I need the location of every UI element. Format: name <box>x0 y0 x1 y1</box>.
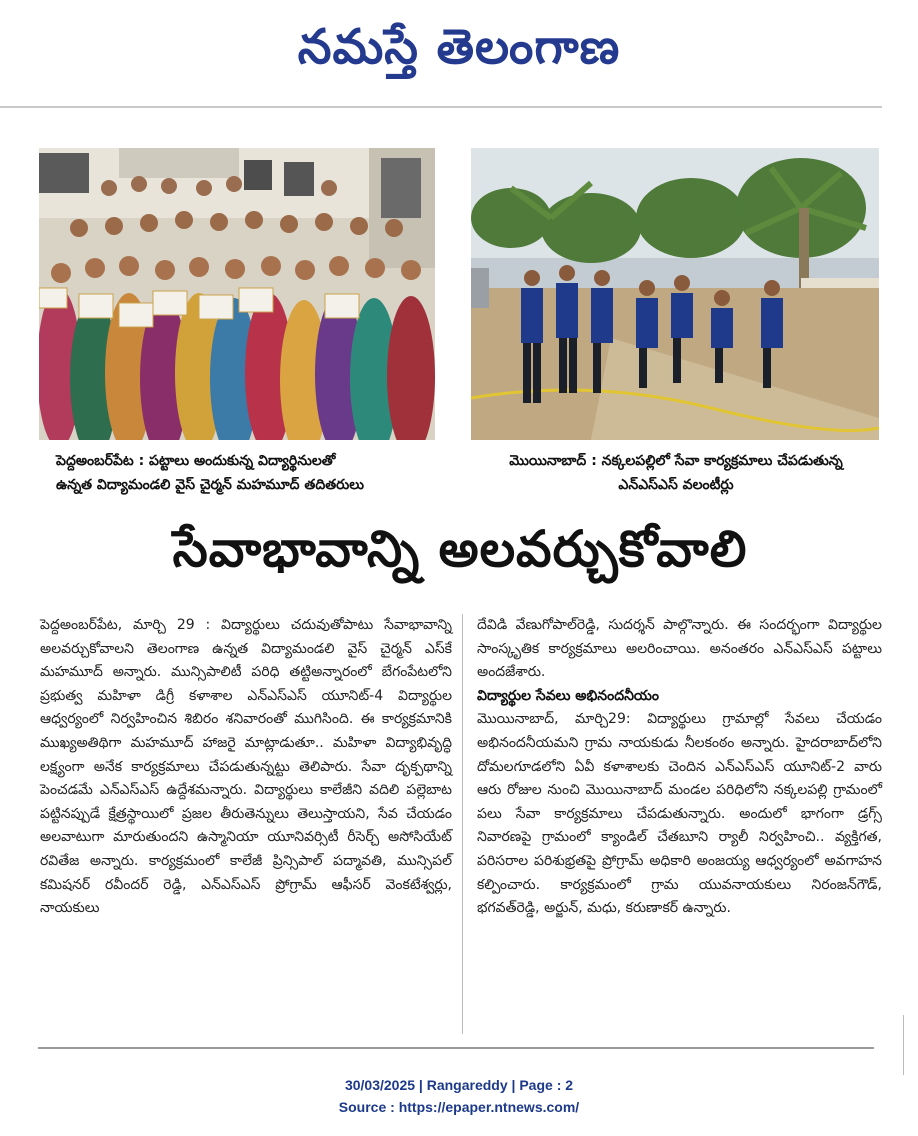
side-rule <box>903 1015 904 1075</box>
masthead <box>0 0 918 105</box>
article-right-column <box>477 614 882 921</box>
article-paragraph: దేవిడి వేణుగోపాల్‌రెడ్డి, సుదర్శన్‌ పాల్గొన్నారు. ఈ సందర్భంగా విద్యార్థుల సాంస్కృతిక కార్యక్రమాలు అలరించాయి. అనంతరం ఎన్‌ఎస్‌ఎస్‌ పట్టాలు అందజేశారు. <box>477 617 882 681</box>
article-paragraph: పెద్దఅంబర్‌పేట, మార్చి 29 : విద్యార్థులు చదువుతోపాటు సేవాభావాన్ని అలవర్చుకోవాలని తెలంగాణ ఉన్నత విద్యామండలి వైస్‌ చైర్మన్‌ ఎస్‌కే మహమూద్‌ అన్నారు. మున్సిపాలిటీ పరిధి తట్టిఅన్నారంలో బేగంపేటలోని ప్రభుత్వ మహిళా డిగ్రీ కళాశాల ఎన్‌ఎస్‌ఎస్‌ యూనిట్‌-4 విద్యార్థుల ఆధ్వర్యంలో నిర్వహించిన శిబిరం శనివారంతో ముగిసింది. ఈ కార్యక్రమానికి ముఖ్యఅతిథిగా మహమూద్‌ హాజరై మాట్లాడుతూ.. మహిళా విద్యాభివృద్ధి లక్ష్యంగా అనేక కార్యక్రమాలు చేపడుతున్నట్టు తెలిపారు. సేవా దృక్పథాన్ని పెంచడమే ఎన్‌ఎస్‌ఎస్‌ ఉద్దేశమన్నారు. విద్యార్థులు కాలేజీని వదిలి పల్లెబాట పట్టినప్పుడే క్షేత్రస్థాయిలో ప్రజల తీరుతెన్నులు తెలుస్తాయని, సేవ చేయడం అలవాటుగా మారుతుందని ఉస్మానియా యూనివర్సిటీ రీసెర్చ్‌ అసోసియేట్‌ రవితేజ అన్నారు. కార్యక్రమంలో కాలేజీ ప్రిన్సిపాల్‌ పద్మావతి, మున్సిపల్‌ కమిషనర్‌ రవీందర్‌ రెడ్డి, ఎన్‌ఎస్‌ఎస్‌ ప్రోగ్రామ్‌ ఆఫీసర్‌ వెంకటేశ్వర్లు, నాయకులు <box>40 617 452 917</box>
article-left-column <box>40 614 452 921</box>
article-bottom-rule <box>38 1047 874 1049</box>
students-group-photo <box>39 148 435 440</box>
caption-line: ఉన్నత విద్యామండలి వైస్‌ చైర్మన్‌ మహమూద్‌ తదితరులు <box>56 477 365 493</box>
article-paragraph: మొయినాబాద్‌, మార్చి29: విద్యార్థులు గ్రామాల్లో సేవలు చేయడం అభినందనీయమని గ్రామ నాయకుడు నీలకంఠం అన్నారు. హైదరాబాద్‌లోని దోమలగూడలోని ఏవీ కళాశాలకు చెందిన ఎన్‌ఎస్‌ఎస్‌ యూనిట్‌-2 వారు ఆరు రోజుల నుంచి మొయినాబాద్‌ మండల పరిధిలోని నక్కలపల్లి గ్రామంలో పలు సేవా కార్యక్రమాలు చేపడుతున్నారు. అందులో భాగంగా డ్రగ్స్‌ నివారణపై గ్రామంలో క్యాండిల్‌ చేతబూని ర్యాలీ నిర్వహించి.. వ్యక్తిగత, పరిసరాల పరిశుభ్రతపై ప్రోగ్రామ్‌ అధికారి అంజయ్య ఆధ్వర్యంలో అవగాహన కల్పించారు. కార్యక్రమంలో గ్రామ యువనాయకులు నిరంజన్‌గౌడ్‌, భగవత్‌రెడ్డి, అర్జున్‌, మధు, కరుణాకర్‌ ఉన్నారు. <box>477 711 882 917</box>
caption-line: మొయినాబాద్‌ : నక్కలపల్లిలో సేవా కార్యక్రమాలు చేపడుతున్న <box>509 453 843 469</box>
source-link[interactable]: Source : https://epaper.ntnews.com/ <box>338 1099 580 1115</box>
article-headline: సేవాభావాన్ని అలవర్చుకోవాలి <box>172 519 748 578</box>
article-subheading: విద్యార్థుల సేవలు అభినందనీయం <box>477 687 660 704</box>
caption-line: ఎన్‌ఎస్‌ఎస్‌ వలంటీర్లు <box>618 477 734 493</box>
caption-line: పెద్దఅంబర్‌పేట : పట్టాలు అందుకున్న విద్యార్థినులతో <box>56 453 336 469</box>
column-divider <box>462 614 463 1034</box>
volunteers-cleaning-photo <box>471 148 879 440</box>
edition-info: 30/03/2025 | Rangareddy | Page : 2 <box>344 1077 574 1093</box>
right-photo-caption <box>476 449 876 497</box>
masthead-divider <box>0 106 882 108</box>
newspaper-logo: నమస్తే తెలంగాణ <box>297 18 621 75</box>
left-photo-caption <box>56 449 426 497</box>
